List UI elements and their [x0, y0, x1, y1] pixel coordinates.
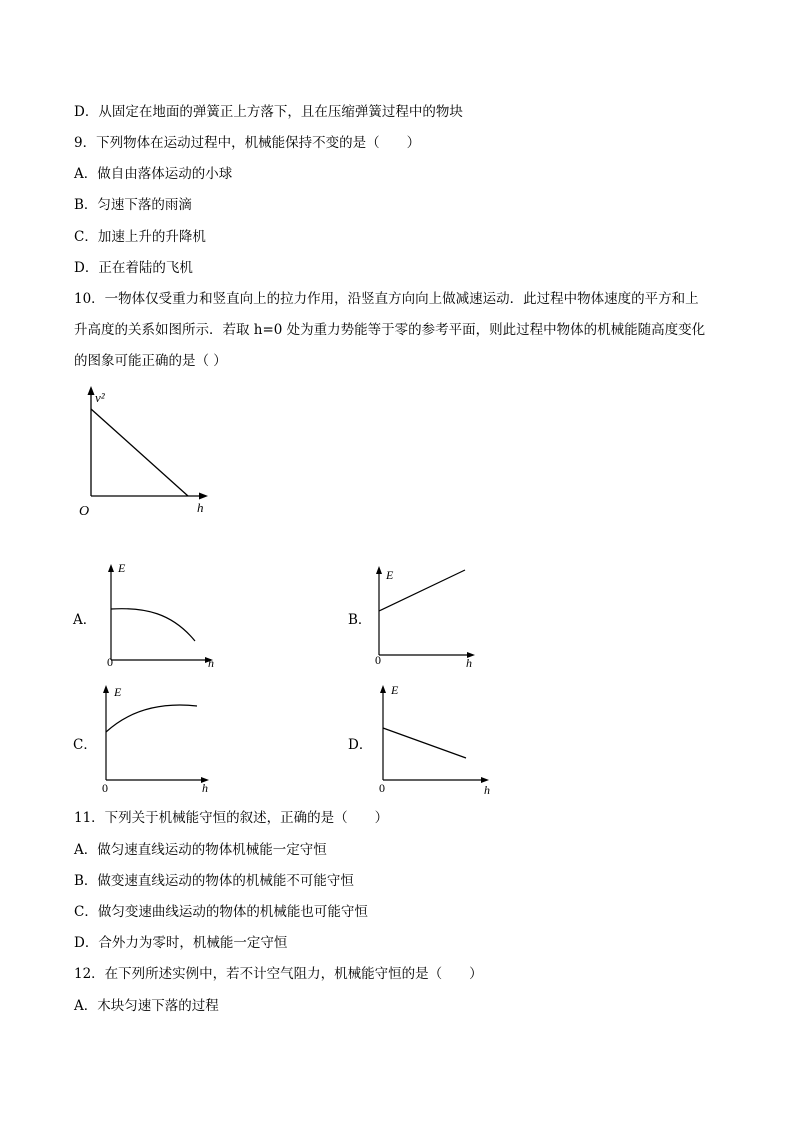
- q11-option-b: B．做变速直线运动的物体的机械能不可能守恒: [74, 873, 354, 889]
- option-b-label[interactable]: B．: [348, 612, 372, 628]
- option-d-x-label: h: [484, 783, 490, 797]
- q11-stem: 11．下列关于机械能守恒的叙述，正确的是（ ）: [74, 810, 389, 826]
- option-b-origin: 0: [375, 653, 381, 667]
- option-a-x-label: h: [208, 656, 214, 670]
- q10-stem-line3: 的图象可能正确的是（ ）: [74, 353, 227, 369]
- option-a-y-label: E: [118, 561, 126, 575]
- q10-stem-line2: 升高度的关系如图所示．若取 h=0 处为重力势能等于零的参考平面，则此过程中物体的机械能随高度变化: [74, 322, 706, 338]
- q9-option-c: C．加速上升的升降机: [74, 229, 206, 245]
- option-c-y-label: E: [114, 685, 122, 699]
- q9-option-b: B．匀速下落的雨滴: [74, 197, 192, 213]
- option-d-line: [383, 728, 466, 758]
- q12-option-a: A．木块匀速下落的过程: [74, 998, 219, 1014]
- q11-option-a: A．做匀速直线运动的物体机械能一定守恒: [74, 842, 327, 858]
- option-d-label[interactable]: D．: [348, 737, 373, 753]
- option-a-curve: [111, 609, 195, 641]
- q9-option-a: A．做自由落体运动的小球: [74, 166, 233, 182]
- q9-option-d: D．正在着陆的飞机: [74, 260, 193, 276]
- option-c-x-label: h: [202, 781, 208, 795]
- q10-v2-h-graph: [70, 385, 220, 520]
- option-b-x-label: h: [466, 656, 472, 670]
- q12-stem: 12．在下列所述实例中，若不计空气阻力，机械能守恒的是（ ）: [74, 966, 483, 982]
- q11-option-c: C．做匀变速曲线运动的物体的机械能也可能守恒: [74, 904, 368, 920]
- option-c-curve: [106, 705, 197, 732]
- option-d-origin: 0: [379, 781, 385, 795]
- origin-label: O: [79, 504, 90, 519]
- option-d-graph[interactable]: [372, 682, 502, 797]
- option-c-label[interactable]: C．: [73, 737, 97, 753]
- v2-line: [91, 409, 188, 496]
- x-axis-label: h: [197, 500, 204, 515]
- q9-stem: 9．下列物体在运动过程中，机械能保持不变的是（ ）: [74, 135, 421, 151]
- option-a-graph[interactable]: [100, 561, 230, 671]
- option-c-graph[interactable]: [95, 682, 225, 797]
- option-b-graph[interactable]: [368, 561, 498, 671]
- option-b-y-label: E: [386, 568, 394, 582]
- option-c-origin: 0: [102, 781, 108, 795]
- option-d-y-label: E: [391, 683, 399, 697]
- q11-option-d: D．合外力为零时，机械能一定守恒: [74, 935, 288, 951]
- y-axis-arrow: [88, 386, 95, 395]
- q8-option-d: D．从固定在地面的弹簧正上方落下，且在压缩弹簧过程中的物块: [74, 104, 463, 120]
- y-axis-label: v²: [95, 390, 105, 405]
- x-axis-arrow: [199, 493, 208, 500]
- option-a-origin: 0: [107, 655, 113, 669]
- q10-stem-line1: 10．一物体仅受重力和竖直向上的拉力作用，沿竖直方向向上做减速运动．此过程中物体速度的平方和上: [74, 291, 699, 307]
- option-a-label[interactable]: A．: [73, 612, 97, 628]
